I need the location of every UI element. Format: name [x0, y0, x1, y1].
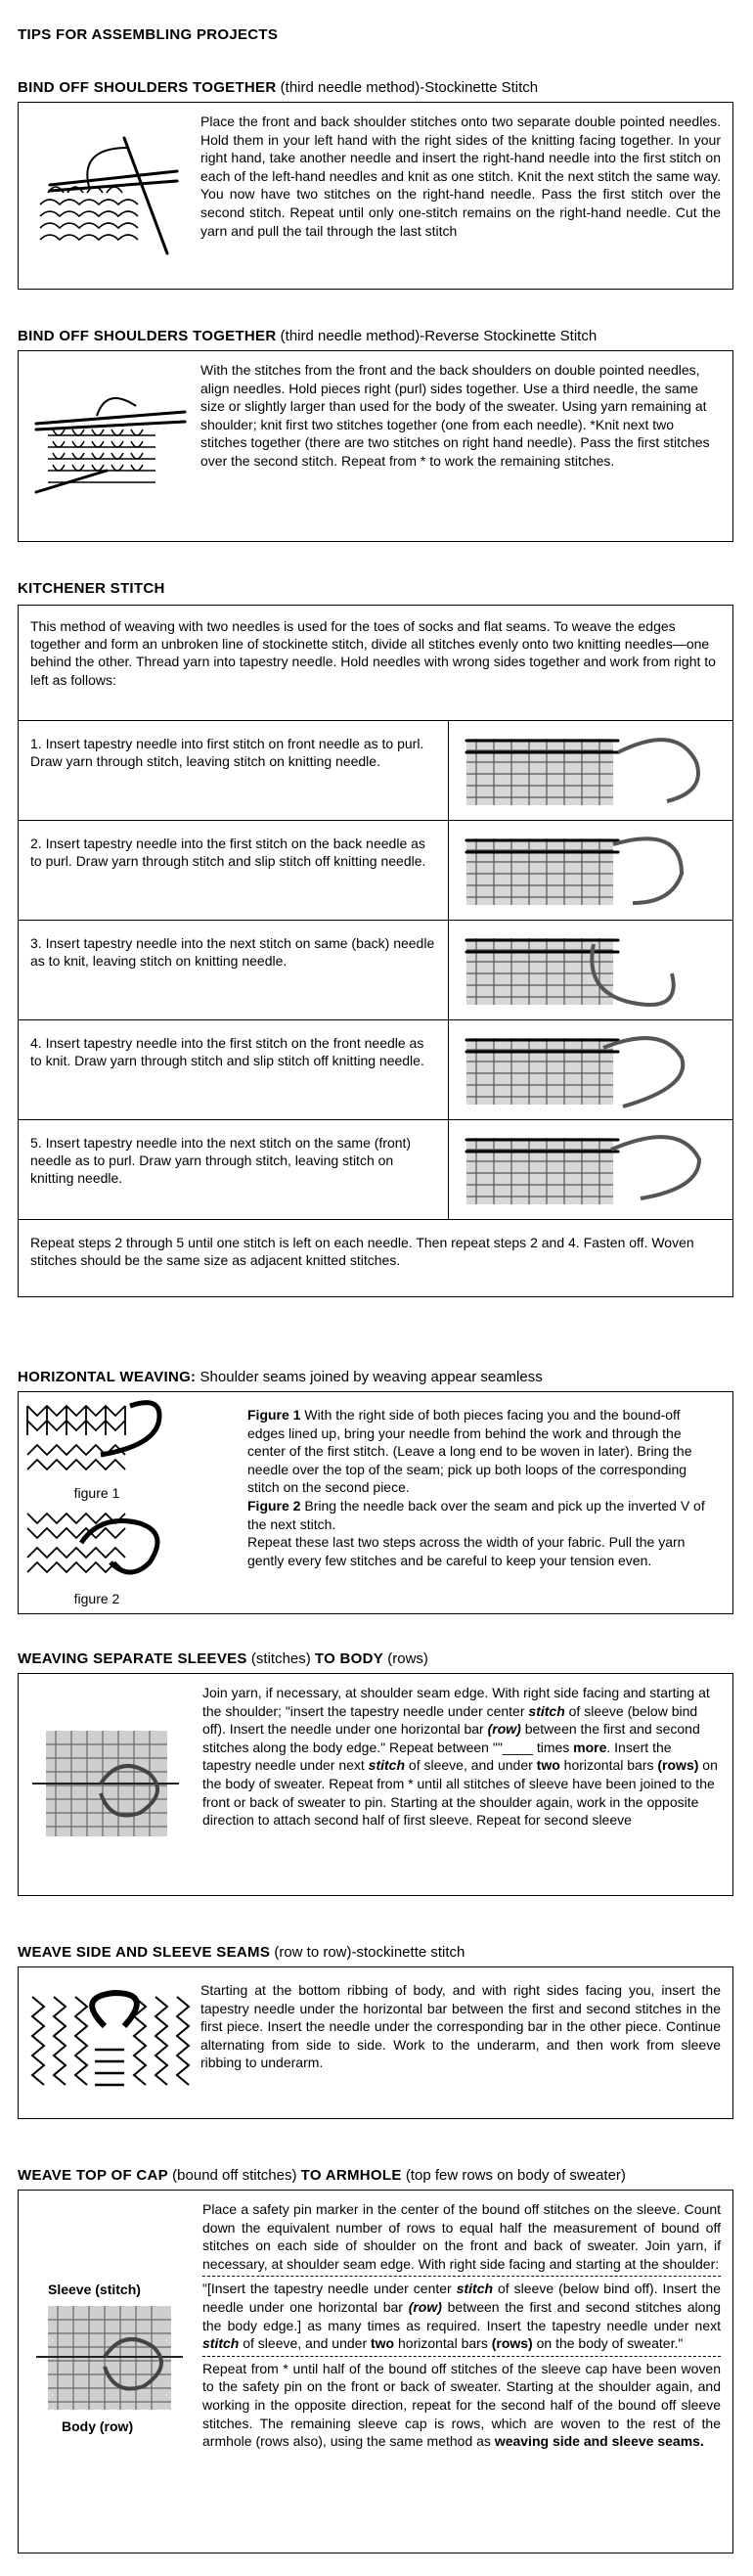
section-title-bold: BIND OFF SHOULDERS TOGETHER: [18, 79, 277, 96]
horizontal-weaving-text: [247, 1406, 717, 1569]
text-emphasis: (rows): [491, 2335, 533, 2352]
text-emphasis: (row): [408, 2299, 442, 2316]
kitchener-step-text: 3. Insert tapestry needle into the next stitch on same (back) needle as to knit, leaving stitch on knitting needle.: [30, 935, 435, 970]
section-title-bold: WEAVING SEPARATE SLEEVES: [18, 1650, 247, 1667]
section-title-rest: Shoulder seams joined by weaving appear seamless: [199, 1369, 543, 1385]
kitchener-step-text: 2. Insert tapestry needle into the first stitch on the back needle as to purl. Draw yarn through stitch and slip stitch off knitting needle.: [30, 836, 426, 870]
text-emphasis: two: [536, 1757, 560, 1774]
text-emphasis: stitch: [202, 2335, 240, 2352]
side-seams-text: Starting at the bottom ribbing of body, and with right sides facing you, insert the tapestry needle under the horizontal bar between the first and second stitches in the first piece. Insert the needle under the corresponding bar in the other piece. Continue alternating from side to side. Work to the underarm, and then work from sleeve ribbing to underarm.: [200, 1982, 721, 2071]
section-title-bold: WEAVE SIDE AND SLEEVE SEAMS: [18, 1944, 271, 1961]
cap-intro-text: Place a safety pin marker in the center of the bound off stitches on the sleeve. Count down the equivalent number of rows to equal half the measurement of bound off stitches on each side of shoulder on the front and back of sweater. Join yarn, if necessary, at shoulder seam edge. With right side facing and starting at the shoulder:: [202, 2201, 721, 2272]
cap-to-armhole-box: [18, 2190, 733, 2553]
kitchener-intro-text: This method of weaving with two needles is used for the toes of socks and flat seams. To weave the edges together and form an unbroken line of stockinette stitch, divide all stitches evenly onto two knitting needles—one behind the other. Thread yarn into tapestry needle. Hold needles with wrong sides together and work from right to left as follows:: [30, 618, 716, 688]
text-part: of sleeve (below bind off). Insert the needle under one horizontal bar: [202, 1702, 698, 1738]
horizontal-weaving-figure-1-illustration: [22, 1396, 179, 1486]
kitchener-step-4-illustration: [457, 1024, 723, 1114]
section-bind-off-stockinette-title: [18, 78, 538, 98]
text-part: on the body of sweater. Repeat from * until all stitches of sleeve have been joined to the front or back of sweater to pin. Starting at the shoulder again, work in the opposite direction to attach second half of first sleeve. Repeat for second sleeve: [202, 1757, 718, 1829]
section-title-bold: HORIZONTAL WEAVING:: [18, 1369, 197, 1385]
sleeve-to-body-illustration: [32, 1725, 179, 1842]
figure-1-heading: Figure 1: [247, 1407, 301, 1423]
cap-end-text: Repeat from * until half of the bound off stitches of the sleeve cap have been woven to the safety pin on the front or back of sweater. Starting at the shoulder again, and working in the opposite direction, repeat for the second half of the bound off sleeve stitches. The remaining sleeve cap is rows, which are woven to the rest of the armhole (rows also), using the same method as: [202, 2360, 721, 2450]
section-title-bold: BIND OFF SHOULDERS TOGETHER: [18, 328, 277, 344]
text-part: horizontal bars: [563, 1757, 654, 1774]
weaving-sleeves-box: [18, 1673, 733, 1896]
section-title-rest: (third needle method)-Reverse Stockinette Stitch: [280, 328, 598, 344]
section-bind-off-stockinette-text: Place the front and back shoulder stitches onto two separate double pointed needles. Hold them in your left hand with the right sides of the knitting facing together. In your right hand, take another needle and insert the right-hand needle into the first stitch on each of the left-hand needles and knit as one stitch. Knit the next stitch the same way. You now have two stitches on the right-hand needle. Pass the first stitch over the second stitch. Repeat until only one-stitch remains on the right-hand needle. Cut the yarn and pull the tail through the last stitch: [200, 113, 721, 239]
section-title-rest: (rows): [387, 1650, 428, 1667]
page-title: TIPS FOR ASSEMBLING PROJECTS: [18, 26, 279, 43]
section-bind-off-stockinette-box: [18, 102, 733, 290]
kitchener-step-text: 4. Insert tapestry needle into the first stitch on the front needle as to knit. Draw yarn through stitch and slip stitch off knitting needle.: [30, 1035, 424, 1069]
text-part: . Insert the tapestry needle under next: [202, 1739, 672, 1774]
kitchener-step-row: [19, 1020, 732, 1120]
section-bind-off-reverse-title: [18, 327, 597, 346]
text-part: of sleeve, and under: [408, 1757, 533, 1774]
weaving-sleeves-title: [18, 1650, 428, 1669]
side-seams-box: [18, 1966, 733, 2119]
kitchener-footer-text: Repeat steps 2 through 5 until one stitch is left on each needle. Then repeat steps 2 and 4. Fasten off. Woven stitches should be the same size as adjacent knitted stitches.: [30, 1235, 694, 1269]
kitchener-step-3-illustration: [457, 925, 723, 1015]
figure-2-text: Bring the needle back over the seam and pick up the inverted V of the next stitch.: [247, 1498, 705, 1532]
text-part: of sleeve (below bind off). Insert the needle under one horizontal bar: [202, 2281, 722, 2316]
figure-1-text: With the right side of both pieces facing you and the bound-off edges lined up, bring your needle from behind the work and through the center of the first stitch. (Leave a long end to be woven in later). Bring the needle over the top of the seam; pick up both loops of the corresponding stitch on the second piece.: [247, 1407, 692, 1496]
kitchener-step-2-illustration: [457, 825, 723, 915]
kitchener-table: [18, 605, 733, 1297]
kitchener-intro: [19, 606, 732, 721]
text-emphasis: stitch: [456, 2281, 494, 2297]
text-part: between the first and second stitches along the body edge." Repeat between ""____ times: [202, 1721, 700, 1755]
horizontal-weaving-figure-2-illustration: [22, 1504, 179, 1588]
text-part: horizontal bars: [398, 2335, 488, 2352]
text-emphasis: stitch: [528, 1702, 565, 1719]
text-emphasis: stitch: [368, 1757, 406, 1774]
side-seam-illustration: [26, 1987, 202, 2102]
section-title-bold: WEAVE TOP OF CAP: [18, 2167, 168, 2184]
dashed-divider: [202, 2276, 721, 2277]
section-bind-off-reverse-text: With the stitches from the front and the back shoulders on double pointed needles, align needles. Hold pieces right (purl) sides together. Use a third needle, the same size or slightly larger than used for the body of the sweater. Using yarn remaining at shoulder; knit first two stitches together (one from each needle). *Knit next two stitches together (there are two stitches on right hand needle). Pass the first stitches over the second stitch. Repeat from * to work the remaining stitches.: [200, 362, 710, 470]
horizontal-weaving-box: [18, 1391, 733, 1614]
text-emphasis: (row): [487, 1721, 521, 1738]
kitchener-step-row: [19, 821, 732, 921]
section-title-mid: (stitches): [250, 1650, 311, 1667]
weaving-sleeves-text: [202, 1684, 721, 1830]
section-title-bold-2: TO BODY: [314, 1650, 384, 1667]
reverse-stockinette-bindoff-illustration: [28, 377, 195, 504]
kitchener-step-text: 5. Insert tapestry needle into the next stitch on the same (front) needle as to purl. Draw yarn through stitch, leaving stitch on knitting needle.: [30, 1135, 412, 1187]
text-part: "[Insert the tapestry needle under center: [202, 2281, 452, 2297]
section-title-rest: (row to row)-stockinette stitch: [274, 1944, 465, 1961]
three-needle-bindoff-illustration: [30, 136, 187, 257]
text-emphasis: (rows): [657, 1757, 699, 1774]
text-emphasis: two: [371, 2335, 395, 2352]
body-row-label: Body (row): [62, 2418, 134, 2434]
dashed-divider: [202, 2356, 721, 2357]
cap-to-armhole-text: [202, 2200, 721, 2451]
section-title-bold: KITCHENER STITCH: [18, 580, 165, 597]
horizontal-weaving-title: [18, 1368, 543, 1387]
sleeve-stitch-label: Sleeve (stitch): [48, 2282, 141, 2297]
kitchener-footer: [19, 1220, 732, 1296]
text-part: between the first and second stitches along the body edge.] as many times as required. Insert the tapestry needle under next: [202, 2299, 722, 2333]
kitchener-step-text: 1. Insert tapestry needle into first stitch on front needle as to purl. Draw yarn through stitch, leaving stitch on knitting needle.: [30, 736, 424, 770]
cap-to-armhole-title: [18, 2166, 626, 2186]
repeat-text: Repeat these last two steps across the width of your fabric. Pull the yarn gently every few stitches and be careful to keep your tension even.: [247, 1534, 686, 1568]
section-title-rest: (third needle method)-Stockinette Stitch: [280, 79, 539, 96]
section-bind-off-reverse-box: [18, 350, 733, 542]
figure-2-heading: Figure 2: [247, 1498, 301, 1514]
kitchener-step-5-illustration: [457, 1124, 723, 1214]
text-part: of sleeve, and under: [243, 2335, 368, 2352]
kitchener-title: [18, 579, 165, 599]
section-title-bold-2: TO ARMHOLE: [300, 2167, 402, 2184]
kitchener-step-row: [19, 721, 732, 821]
section-title-rest: (top few rows on body of sweater): [405, 2167, 626, 2184]
cap-to-armhole-illustration: [36, 2300, 183, 2416]
text-emphasis: weaving side and sleeve seams.: [494, 2433, 704, 2450]
figure-1-label: figure 1: [73, 1485, 120, 1501]
text-part: Join yarn, if necessary, at shoulder seam edge. With right side facing and starting at the shoulder; "insert the tapestry needle under center: [202, 1685, 710, 1719]
text-emphasis: more: [573, 1739, 607, 1755]
text-part: on the body of sweater.": [536, 2335, 684, 2352]
section-title-mid: (bound off stitches): [172, 2167, 297, 2184]
kitchener-step-1-illustration: [457, 725, 723, 815]
kitchener-step-row: [19, 1120, 732, 1220]
figure-2-label: figure 2: [73, 1591, 120, 1606]
side-seams-title: [18, 1943, 465, 1963]
kitchener-step-row: [19, 921, 732, 1020]
